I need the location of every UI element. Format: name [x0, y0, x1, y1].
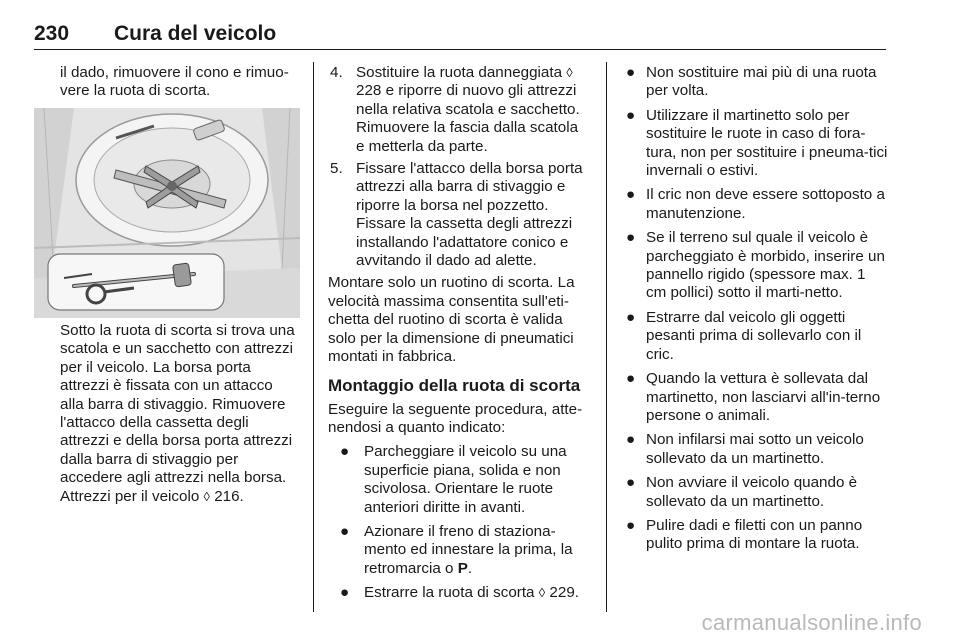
list-item — [622, 309, 888, 364]
step-5 — [328, 160, 590, 270]
bullet-icon: ● — [626, 64, 636, 81]
figure-caption — [60, 322, 300, 506]
intro-text: il dado, rimuovere il cono e rimuo-vere la ruota di scorta. — [60, 64, 289, 100]
list-item — [622, 517, 888, 554]
spare-note-paragraph: Montare solo un ruotino di scorta. La velocità massima consentita sull'eti-chetta del ruotino di scorta è valida solo per la dimensione di pneumatici montati in fabbrica. — [328, 274, 575, 366]
spare-wheel-illustration — [34, 108, 300, 318]
bullet-text: Non infilarsi mai sotto un veicolo sollevato da un martinetto. — [646, 431, 864, 467]
bullet-icon: ● — [340, 522, 350, 540]
step-text: Sostituire la ruota danneggiata — [356, 64, 563, 81]
header-rule — [34, 49, 886, 50]
column-3 — [622, 64, 888, 560]
bullet-text: Azionare il freno di staziona-mento ed innestare la prima, la retromarcia o — [364, 522, 573, 577]
bullet-text: Se il terreno sul quale il veicolo è parcheggiato è morbido, inserire un pannello rigido (spessore max. 1 cm pollici) sotto il marti-netto. — [646, 229, 885, 302]
step-number: 5. — [330, 160, 343, 178]
bullet-icon: ● — [626, 516, 636, 534]
bullet-ref[interactable]: 229. — [549, 584, 579, 602]
bullet-text: Parcheggiare il veicolo su una superficie piana, solida e non scivolosa. Orientare le ruote anteriori diritte in avanti. — [364, 443, 567, 516]
bullet-text: Il cric non deve essere sottoposto a manutenzione. — [646, 186, 885, 222]
bullet-text: Pulire dadi e filetti con un panno pulito prima di montare la ruota. — [646, 516, 863, 553]
column-divider-2 — [606, 62, 607, 612]
page-ref-icon: ◊ — [538, 585, 546, 601]
bullet-text: Utilizzare il martinetto solo per sostituire le ruote in caso di fora-tura, non per sostituire i pneuma-tici invernali o estivi. — [646, 106, 888, 180]
list-item — [328, 443, 590, 517]
list-item — [622, 107, 888, 181]
list-item — [622, 186, 888, 223]
bullet-text: Estrarre la ruota di scorta — [364, 584, 535, 602]
page-ref-icon: ◊ — [203, 488, 210, 504]
bullet-icon: ● — [626, 474, 636, 492]
step-text-cont: e riporre di nuovo gli attrezzi nella relativa scatola e sacchetto. Rimuovere la fascia dalla scatola e metterla da parte. — [356, 82, 580, 155]
bullet-icon: ● — [340, 443, 350, 461]
list-item — [622, 229, 888, 303]
bullet-icon: ● — [340, 584, 350, 602]
list-item — [622, 474, 888, 511]
bullet-text: Non sostituire mai più di una ruota per volta. — [646, 64, 877, 100]
bullet-text-end: . — [467, 559, 473, 577]
list-item — [328, 523, 590, 578]
bullet-icon: ● — [626, 186, 636, 204]
page-header — [34, 22, 886, 52]
bullet-icon: ● — [626, 229, 636, 247]
spare-wheel-figure — [34, 108, 300, 318]
caption-text: Sotto la ruota di scorta si trova una scatola e un sacchetto con attrezzi per il veicolo. La borsa porta attrezzi è fissata con un attacco alla barra di stivaggio. Rimuovere l'attacco della cassetta degli attrezzi e della borsa porta attrezzi dalla barra di stivaggio per accedere agli attrezzi nella borsa. Attrezzi per il veicolo — [60, 322, 295, 505]
column-1 — [60, 64, 300, 101]
page-ref-icon: ◊ — [566, 65, 573, 80]
section-heading: Montaggio della ruota di scorta — [328, 375, 581, 395]
bullet-icon: ● — [626, 308, 636, 326]
column-2 — [328, 64, 590, 609]
gear-label: P — [457, 559, 468, 577]
page-number: 230 — [34, 22, 70, 45]
bullet-text: Quando la vettura è sollevata dal martinetto, non lasciarvi all'in-terno persone o animali. — [646, 370, 881, 424]
list-item — [622, 64, 888, 101]
caption-ref[interactable]: 216. — [214, 487, 244, 505]
list-item — [622, 370, 888, 425]
bullet-icon: ● — [626, 106, 636, 124]
column-divider-1 — [313, 62, 314, 612]
step-text: Fissare l'attacco della borsa porta attrezzi alla barra di stivaggio e riporre la borsa nel pozzetto. Fissare la cassetta degli attrezzi installando l'adattatore conico e avvitando il dado ad alette. — [356, 160, 583, 270]
step-ref[interactable]: 228 — [356, 82, 382, 100]
bullet-text: Non avviare il veicolo quando è sollevato da un martinetto. — [646, 474, 858, 510]
bullet-text: Estrarre dal veicolo gli oggetti pesanti prima di sollevarlo con il cric. — [646, 308, 862, 363]
list-item — [328, 584, 590, 602]
running-title: Cura del veicolo — [114, 22, 277, 45]
bullet-icon: ● — [626, 370, 636, 388]
lead-paragraph: Eseguire la seguente procedura, atte-nendosi a quanto indicato: — [328, 400, 583, 436]
step-number: 4. — [330, 64, 343, 81]
watermark: carmanualsonline.info — [701, 610, 922, 635]
list-item — [622, 431, 888, 468]
bullet-icon: ● — [626, 431, 636, 449]
step-4 — [328, 64, 590, 156]
